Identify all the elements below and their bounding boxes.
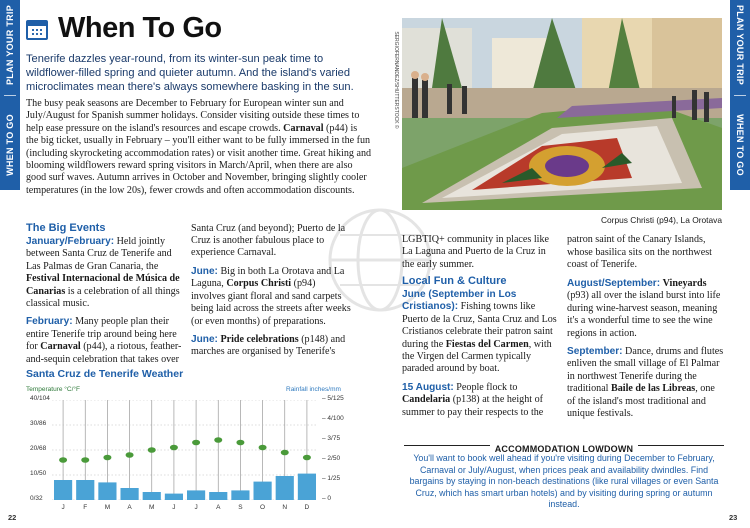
big-events-heading: The Big Events — [26, 222, 106, 234]
x-tick-label: D — [304, 504, 310, 511]
event-candelaria: 15 August: People flock to Candelaria (p138) at the height of summer to pay their respects to the — [402, 381, 544, 418]
event-pride-continued: LGBTIQ+ community in places like La Laguna and Puerto de la Cruz in the early summer. — [402, 234, 549, 270]
photo-credit: SERGIOFERNANDEZ/SHUTTERSTOCK © — [393, 31, 399, 129]
y-tick-right: – 1/25 — [322, 475, 341, 482]
rainfall-bar — [276, 476, 294, 500]
event-fiestas-del-carmen: June (September in Los Cristianos): Fishing towns like Puerto de la Cruz, Santa Cruz and Los Cristianos celebrate their patron saint during the Fiestas del Carmen, with the Virgen del Carmen typically paraded around by boat. — [402, 289, 557, 375]
x-tick-label: J — [194, 504, 198, 511]
rainfall-bar — [98, 482, 116, 500]
temperature-point — [148, 447, 156, 453]
side-tab-divider — [734, 95, 746, 96]
side-tab-label: WHEN TO GO — [735, 114, 745, 176]
temperature-point — [281, 450, 289, 456]
temperature-point — [103, 455, 111, 461]
accommodation-text: You'll want to book well ahead if you're visiting during December to February, Carnaval or July/August, when prices peak and availability dwindles. Find bargains by staying in non-beach destinations (like rural villages or even Santa Cruz, which has smart urban hotels) and by visiting during spring or autumn instead. — [409, 453, 719, 510]
y-tick-left: 0/32 — [30, 495, 43, 502]
event-february-continued: Santa Cruz (and beyond); Puerto de la Cruz is another fabulous place to experience Carnaval. — [191, 222, 346, 259]
temperature-point — [81, 457, 89, 463]
event-february: February: Many people plan their entire Tenerife trip around being here for Carnaval (p44), a riotous, feather-and-sequin celebration that takes over — [26, 316, 182, 365]
temperature-point — [192, 440, 200, 446]
x-tick-label: M — [104, 504, 111, 511]
chart-title: Santa Cruz de Tenerife Weather — [26, 368, 184, 380]
y-tick-left: 30/86 — [30, 420, 47, 427]
temperature-point — [236, 440, 244, 446]
temperature-point — [303, 455, 311, 461]
event-candelaria-continued: patron saint of the Canary Islands, whose basilica sits on the northwest coast of Tenerife. — [567, 234, 712, 271]
page-title: When To Go — [58, 12, 222, 44]
temperature-point — [214, 437, 222, 443]
accommodation-box — [404, 440, 724, 518]
rainfall-bar — [165, 494, 183, 500]
rainfall-bar — [253, 482, 271, 500]
rainfall-bar — [298, 474, 316, 500]
y-tick-left: 40/104 — [30, 395, 50, 402]
x-tick-label: O — [260, 504, 266, 511]
photo-caption: Corpus Christi (p94), La Orotava — [600, 215, 722, 225]
side-tab-label: PLAN YOUR TRIP — [5, 4, 15, 86]
temperature-point — [126, 452, 134, 458]
y-tick-left: 10/50 — [30, 470, 47, 477]
rainfall-bar — [231, 490, 249, 500]
x-tick-label: A — [127, 504, 132, 511]
rainfall-bar — [209, 492, 227, 500]
temperature-point — [170, 445, 178, 451]
rainfall-bar — [76, 480, 94, 500]
event-corpus-christi: June: Big in both La Orotava and La Laguna, Corpus Christi (p94) involves giant floral and sand carpets being laid across the streets after weeks (or even months) of preparations. — [191, 266, 351, 327]
y-tick-left: 20/68 — [30, 445, 47, 452]
events-column-4 — [567, 234, 725, 426]
x-tick-label: F — [83, 504, 88, 511]
side-tab-right — [730, 0, 750, 190]
corpus-christi-photo — [402, 18, 722, 210]
rainfall-axis-label: Rainfall inches/mm — [286, 386, 341, 393]
event-vineyards: August/September: Vineyards (p93) all over the island burst into life during wine-harvest season, meaning it's a wonderful time to see the wine regions in action. — [567, 278, 721, 339]
rainfall-bar — [187, 490, 205, 500]
x-tick-label: J — [61, 504, 65, 511]
rainfall-bar — [143, 492, 161, 500]
side-tab-label: PLAN YOUR TRIP — [735, 4, 745, 86]
temperature-point — [59, 457, 67, 463]
event-january: January/February: Held jointly between Santa Cruz de Tenerife and Las Palmas de Gran Canaria, the Festival Internacional de Música de Canarias is a celebration of all things classical music. — [26, 236, 180, 310]
y-tick-right: – 5/125 — [322, 395, 344, 402]
side-tab-divider — [4, 95, 16, 96]
rainfall-bar — [54, 480, 72, 500]
lead-paragraph: Tenerife dazzles year-round, from its winter-sun peak time to wildflower-filled spring and quieter autumn. And the island's varied microclimates mean there's always somewhere basking in the sun. — [26, 53, 354, 93]
side-tab-left — [0, 0, 20, 190]
temperature-axis-label: Temperature °C/°F — [26, 386, 80, 393]
weather-chart — [52, 400, 318, 500]
side-tab-label: WHEN TO GO — [5, 114, 15, 176]
x-tick-label: N — [282, 504, 288, 511]
y-tick-right: – 3/75 — [322, 435, 341, 442]
calendar-icon — [26, 20, 48, 40]
event-baile-de-las-libreas: September: Dance, drums and flutes enliven the small village of El Palmar in northwest Tenerife during the traditional Baile de las Libreas, one of the island's most traditional and unique festivals. — [567, 346, 724, 420]
x-tick-label: S — [238, 504, 243, 511]
event-pride: June: Pride celebrations (p148) and marches are organised by Tenerife's — [191, 334, 346, 358]
x-tick-label: A — [216, 504, 221, 511]
temperature-point — [259, 445, 267, 451]
x-tick-label: J — [172, 504, 176, 511]
intro-paragraph: The busy peak seasons are December to February for European winter sun and July/August for Spanish summer holidays. Consider visiting outside these times to help ease pressure on the island's resources and escape crowds. Carnaval (p44) is the big ticket, usually in February – you'll either want to be fully immersed in the fun (including skyrocketing accommodation rates) or visit another time. Great hiking and blooming wildflowers reward spring visitors in March/April, when there are also good surf waves. Autumn arrives in October and November, bringing slightly cooler temperatures (in the low 20s), fewer crowds and often accommodation discounts. — [26, 98, 372, 196]
events-column-1 — [26, 222, 186, 372]
events-column-2 — [191, 222, 351, 365]
page-number-right: 23 — [729, 513, 738, 522]
y-tick-right: – 4/100 — [322, 415, 344, 422]
x-tick-label: M — [149, 504, 155, 511]
y-tick-right: – 2/50 — [322, 455, 341, 462]
rainfall-bar — [120, 488, 138, 500]
events-column-3 — [402, 234, 560, 425]
local-fun-heading: Local Fun & Culture — [402, 275, 507, 287]
page-number-left: 22 — [8, 513, 17, 522]
accommodation-title: ACCOMMODATION LOWDOWN — [490, 444, 639, 454]
y-tick-right: – 0 — [322, 495, 332, 502]
